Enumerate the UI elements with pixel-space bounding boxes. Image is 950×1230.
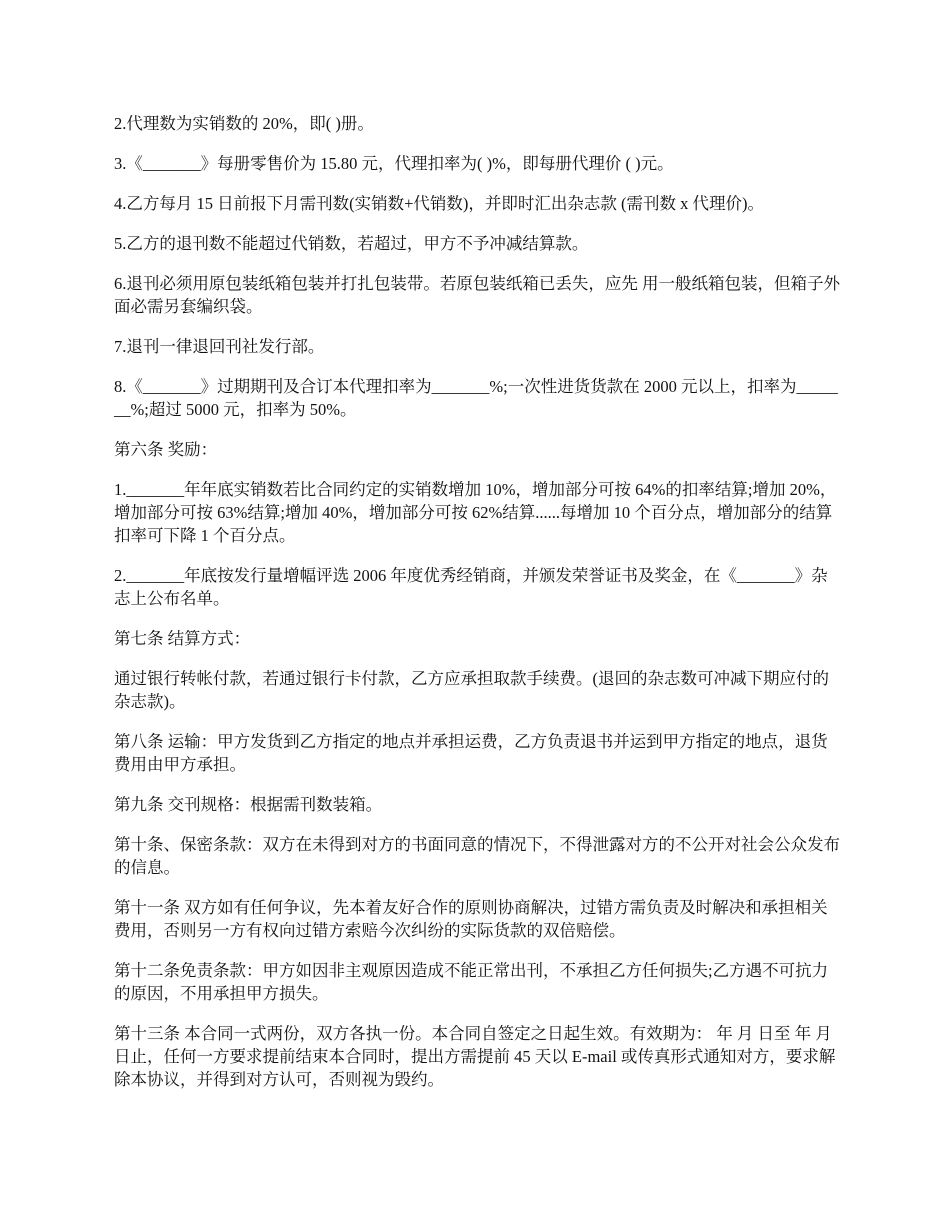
document-page — [114, 112, 842, 1108]
clause-item-3-retail-price: 3.《_______》每册零售价为 15.80 元，代理扣率为( )%，即每册代理价 ( )元。 — [114, 154, 674, 173]
clause-item-6-return-packaging: 6.退刊必须用原包装纸箱包装并打扎包装带。若原包装纸箱已丢失，应先 用一般纸箱包装，但箱子外面必需另套编织袋。 — [114, 274, 840, 316]
article-11-disputes: 第十一条 双方如有任何争议，先本着友好合作的原则协商解决，过错方需负责及时解决和承担相关费用，否则另一方有权向过错方索赔今次纠纷的实际货款的双倍赔偿。 — [114, 898, 828, 940]
clause-item-4-monthly-order: 4.乙方每月 15 日前报下月需刊数(实销数+代销数)，并即时汇出杂志款 (需刊数 x 代理价)。 — [114, 194, 765, 213]
clause-item-5-return-limit: 5.乙方的退刊数不能超过代销数，若超过，甲方不予冲减结算款。 — [114, 234, 589, 253]
clause-item-2-agency-count: 2.代理数为实销数的 20%，即( )册。 — [114, 114, 374, 133]
article-7-heading: 第七条 结算方式： — [114, 629, 251, 648]
article-8-transport: 第八条 运输：甲方发货到乙方指定的地点并承担运费，乙方负责退书并运到甲方指定的地点，退货费用由甲方承担。 — [114, 732, 828, 774]
article-12-exemption: 第十二条免责条款：甲方如因非主观原因造成不能正常出刊，不承担乙方任何损失;乙方遇不可抗力的原因，不用承担甲方损失。 — [114, 961, 829, 1003]
clause-item-8-back-issue-rate: 8.《_______》过期期刊及合订本代理扣率为_______%;一次性进货货款在 2000 元以上，扣率为_______%;超过 5000 元，扣率为 50%。 — [114, 377, 838, 419]
article-10-confidentiality: 第十条、保密条款：双方在未得到对方的书面同意的情况下，不得泄露对方的不公开对社会公众发布的信息。 — [114, 835, 840, 877]
reward-item-1: 1._______年年底实销数若比合同约定的实销数增加 10%，增加部分可按 64%的扣率结算;增加 20%，增加部分可按 63%结算;增加 40%，增加部分可按 62%结算......每增加 10 个百分点，增加部分的结算扣率可下降 1 个百分点。 — [114, 480, 837, 545]
reward-item-2: 2._______年底按发行量增幅评选 2006 年度优秀经销商，并颁发荣誉证书及奖金，在《_______》杂志上公布名单。 — [114, 566, 828, 608]
settlement-text: 通过银行转帐付款，若通过银行卡付款，乙方应承担取款手续费。(退回的杂志数可冲减下期应付的杂志款)。 — [114, 669, 829, 711]
article-6-heading: 第六条 奖励： — [114, 440, 218, 459]
clause-item-7-return-destination: 7.退刊一律退回刊社发行部。 — [114, 337, 325, 356]
article-13-term: 第十三条 本合同一式两份，双方各执一份。本合同自签定之日起生效。有效期为： 年 月 日至 年 月 日止，任何一方要求提前结束本合同时，提出方需提前 45 天以 E-mail 或传真形式通知对方，要求解除本协议，并得到对方认可，否则视为毁约。 — [114, 1024, 836, 1089]
article-9-delivery-spec: 第九条 交刊规格：根据需刊数装箱。 — [114, 795, 383, 814]
